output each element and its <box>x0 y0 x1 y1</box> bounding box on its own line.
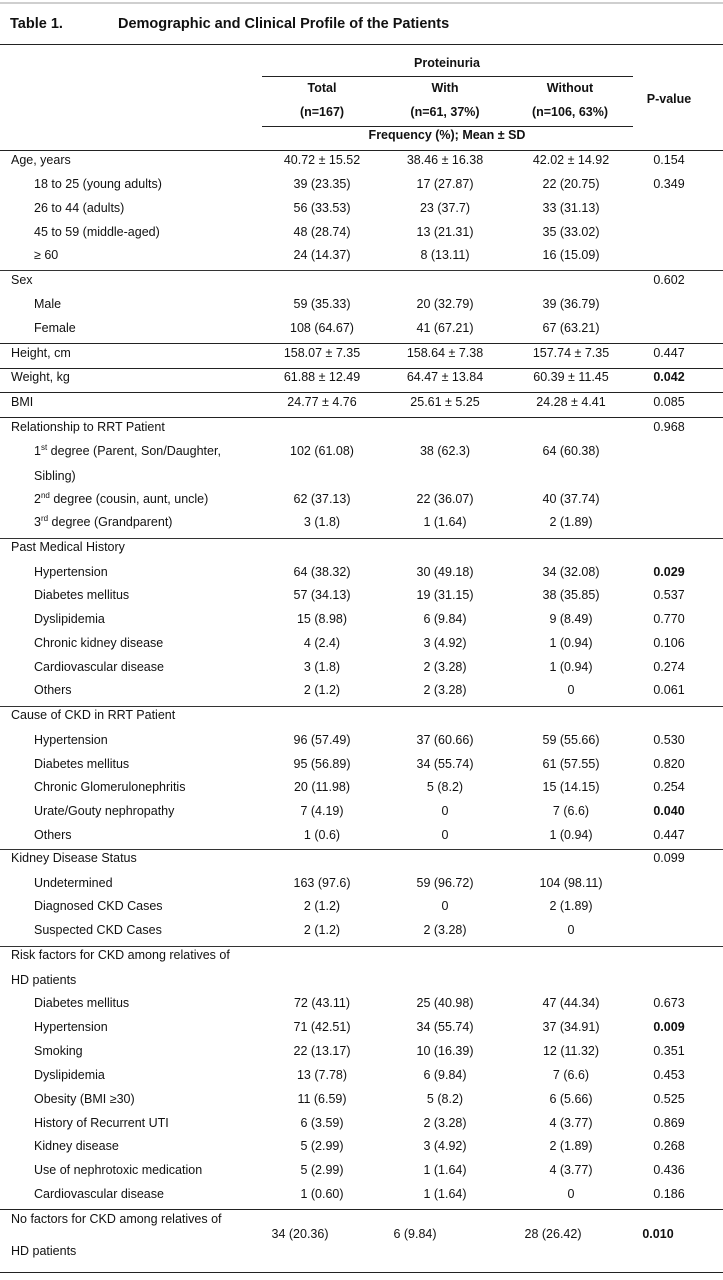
cell-without: 4 (3.77) <box>549 1163 593 1177</box>
cell-with: 25 (40.98) <box>416 996 474 1010</box>
cell-without: 37 (34.91) <box>542 1020 600 1034</box>
cell-without: 1 (0.94) <box>549 636 593 650</box>
row-label: Past Medical History <box>11 540 125 554</box>
without-n: (n=106, 63%) <box>531 105 609 119</box>
cell-pvalue: 0.085 <box>653 395 685 409</box>
cell-pvalue: 0.254 <box>653 780 685 794</box>
table-rule <box>262 126 633 127</box>
cell-pvalue: 0.673 <box>653 996 685 1010</box>
total-header: Total <box>307 81 337 95</box>
cell-with: 2 (3.28) <box>423 660 467 674</box>
cell-total: 59 (35.33) <box>293 297 351 311</box>
cell-with: 23 (37.7) <box>419 201 471 215</box>
frequency-subheader: Frequency (%); Mean ± SD <box>368 128 526 142</box>
cell-without: 24.28 ± 4.41 <box>536 395 606 409</box>
table-rule <box>0 538 723 539</box>
cell-total: 57 (34.13) <box>293 588 351 602</box>
cell-total: 61.88 ± 12.49 <box>283 370 361 384</box>
row-label: 18 to 25 (young adults) <box>34 177 162 191</box>
cell-without: 47 (44.34) <box>542 996 600 1010</box>
cell-without: 39 (36.79) <box>542 297 600 311</box>
row-label: Relationship to RRT Patient <box>11 420 165 434</box>
cell-total: 15 (8.98) <box>296 612 348 626</box>
cell-pvalue: 0.869 <box>653 1116 685 1130</box>
cell-total: 7 (4.19) <box>300 804 344 818</box>
cell-with: 13 (21.31) <box>416 225 474 239</box>
cell-without: 9 (8.49) <box>549 612 593 626</box>
cell-without: 34 (32.08) <box>542 565 600 579</box>
row-label-number: 3 <box>34 515 41 529</box>
cell-total: 108 (64.67) <box>290 321 354 335</box>
cell-pvalue: 0.525 <box>653 1092 685 1106</box>
cell-total: 13 (7.78) <box>296 1068 348 1082</box>
cell-pvalue: 0.968 <box>653 420 685 434</box>
row-label: Cardiovascular disease <box>34 1187 164 1201</box>
row-label: Urate/Gouty nephropathy <box>34 804 175 818</box>
row-label-text: degree (Grandparent) <box>48 515 173 529</box>
cell-with: 34 (55.74) <box>416 1020 474 1034</box>
row-label-text: degree (Parent, Son/Daughter, <box>47 444 221 458</box>
cell-total: 64 (38.32) <box>293 565 351 579</box>
pvalue-header: P-value <box>646 92 692 106</box>
row-label: Male <box>34 297 62 311</box>
row-label: Suspected CKD Cases <box>34 923 162 937</box>
cell-with: 1 (1.64) <box>423 1187 467 1201</box>
cell-total: 40.72 ± 15.52 <box>283 153 361 167</box>
cell-without: 104 (98.11) <box>539 876 603 890</box>
row-label: HD patients <box>11 973 77 987</box>
cell-without: 33 (31.13) <box>542 201 600 215</box>
row-label: Chronic Glomerulonephritis <box>34 780 186 794</box>
cell-without: 42.02 ± 14.92 <box>532 153 610 167</box>
row-label-ordinal: nd <box>40 491 50 500</box>
row-label: Hypertension <box>34 733 108 747</box>
cell-with: 5 (8.2) <box>426 780 464 794</box>
cell-pvalue: 0.349 <box>653 177 685 191</box>
cell-pvalue: 0.274 <box>653 660 685 674</box>
cell-without: 22 (20.75) <box>542 177 600 191</box>
row-label: Female <box>34 321 76 335</box>
cell-total: 72 (43.11) <box>293 996 351 1010</box>
table-rule <box>0 706 723 707</box>
table-rule <box>0 946 723 947</box>
cell-pvalue: 0.040 <box>653 804 685 818</box>
cell-without: 12 (11.32) <box>542 1044 600 1058</box>
row-label: Diabetes mellitus <box>34 757 130 771</box>
table-rule <box>262 76 633 77</box>
row-label: Sibling) <box>34 469 76 483</box>
cell-without: 67 (63.21) <box>542 321 600 335</box>
table-label: Table 1. <box>10 16 63 32</box>
cell-with: 2 (3.28) <box>423 1116 467 1130</box>
cell-pvalue: 0.154 <box>653 153 685 167</box>
row-label: Dyslipidemia <box>34 1068 105 1082</box>
last-row-total: 34 (20.36) <box>271 1227 329 1241</box>
row-label <box>34 492 208 506</box>
row-label: Diabetes mellitus <box>34 588 130 602</box>
last-row-label-line1: No factors for CKD among relatives of <box>11 1212 222 1226</box>
row-label: Height, cm <box>11 346 71 360</box>
cell-without: 40 (37.74) <box>542 492 600 506</box>
total-n: (n=167) <box>299 105 345 119</box>
cell-without: 6 (5.66) <box>549 1092 593 1106</box>
cell-pvalue: 0.537 <box>653 588 685 602</box>
cell-without: 4 (3.77) <box>549 1116 593 1130</box>
cell-total: 62 (37.13) <box>293 492 351 506</box>
row-label: Weight, kg <box>11 370 70 384</box>
cell-pvalue: 0.453 <box>653 1068 685 1082</box>
row-label: Cause of CKD in RRT Patient <box>11 708 176 722</box>
cell-total: 1 (0.6) <box>303 828 341 842</box>
row-label: Others <box>34 828 72 842</box>
table-rule <box>0 368 723 369</box>
cell-with: 1 (1.64) <box>423 515 467 529</box>
cell-with: 19 (31.15) <box>416 588 474 602</box>
cell-without: 157.74 ± 7.35 <box>532 346 610 360</box>
cell-total: 6 (3.59) <box>300 1116 344 1130</box>
cell-without: 7 (6.6) <box>552 1068 590 1082</box>
row-label: Cardiovascular disease <box>34 660 164 674</box>
cell-without: 15 (14.15) <box>542 780 600 794</box>
cell-without: 2 (1.89) <box>549 515 593 529</box>
table-rule <box>0 849 723 850</box>
cell-pvalue: 0.009 <box>653 1020 685 1034</box>
cell-total: 102 (61.08) <box>290 444 354 458</box>
cell-with: 17 (27.87) <box>416 177 474 191</box>
cell-total: 2 (1.2) <box>303 923 341 937</box>
cell-with: 0 <box>441 899 449 913</box>
row-label: Diabetes mellitus <box>34 996 130 1010</box>
row-label: Hypertension <box>34 1020 108 1034</box>
table-rule <box>0 1209 723 1210</box>
cell-total: 163 (97.6) <box>293 876 351 890</box>
row-label: Hypertension <box>34 565 108 579</box>
row-label: Smoking <box>34 1044 83 1058</box>
cell-without: 0 <box>567 683 575 697</box>
cell-with: 2 (3.28) <box>423 683 467 697</box>
cell-without: 16 (15.09) <box>542 248 600 262</box>
row-label: Chronic kidney disease <box>34 636 164 650</box>
cell-without: 0 <box>567 923 575 937</box>
table-rule <box>0 270 723 271</box>
cell-pvalue: 0.530 <box>653 733 685 747</box>
cell-without: 61 (57.55) <box>542 757 600 771</box>
table-rule <box>0 343 723 344</box>
cell-with: 8 (13.11) <box>420 248 470 262</box>
cell-pvalue: 0.436 <box>653 1163 685 1177</box>
cell-pvalue: 0.042 <box>653 370 685 384</box>
cell-with: 30 (49.18) <box>416 565 474 579</box>
row-label: Dyslipidemia <box>34 612 105 626</box>
with-n: (n=61, 37%) <box>410 105 480 119</box>
table-rule <box>0 392 723 393</box>
last-row-pvalue: 0.010 <box>642 1227 674 1241</box>
cell-pvalue: 0.447 <box>653 346 685 360</box>
row-label <box>34 515 172 529</box>
table-rule <box>0 417 723 418</box>
cell-total: 24.77 ± 4.76 <box>287 395 357 409</box>
row-label-text: degree (cousin, aunt, uncle) <box>49 492 209 506</box>
row-label: BMI <box>11 395 34 409</box>
cell-pvalue: 0.186 <box>653 1187 685 1201</box>
cell-pvalue: 0.820 <box>653 757 685 771</box>
cell-total: 56 (33.53) <box>293 201 351 215</box>
cell-with: 41 (67.21) <box>416 321 474 335</box>
last-row-label-line2: HD patients <box>11 1244 77 1258</box>
cell-pvalue: 0.447 <box>653 828 685 842</box>
cell-total: 3 (1.8) <box>303 660 341 674</box>
with-header: With <box>431 81 459 95</box>
row-label: 45 to 59 (middle-aged) <box>34 225 160 239</box>
cell-without: 7 (6.6) <box>552 804 590 818</box>
table-rule <box>0 1272 723 1273</box>
row-label: Use of nephrotoxic medication <box>34 1163 203 1177</box>
row-label: Kidney disease <box>34 1139 119 1153</box>
cell-total: 22 (13.17) <box>293 1044 351 1058</box>
row-label: Risk factors for CKD among relatives of <box>11 948 230 962</box>
cell-total: 3 (1.8) <box>303 515 341 529</box>
cell-with: 6 (9.84) <box>423 612 467 626</box>
row-label: ≥ 60 <box>34 248 59 262</box>
cell-with: 158.64 ± 7.38 <box>406 346 484 360</box>
row-label: Diagnosed CKD Cases <box>34 899 163 913</box>
cell-total: 4 (2.4) <box>303 636 341 650</box>
cell-with: 20 (32.79) <box>416 297 474 311</box>
cell-total: 95 (56.89) <box>293 757 351 771</box>
cell-pvalue: 0.351 <box>653 1044 685 1058</box>
row-label: Others <box>34 683 72 697</box>
cell-pvalue: 0.061 <box>653 683 685 697</box>
row-label: 26 to 44 (adults) <box>34 201 125 215</box>
row-label: Obesity (BMI ≥30) <box>34 1092 135 1106</box>
cell-pvalue: 0.099 <box>653 851 685 865</box>
cell-without: 2 (1.89) <box>549 1139 593 1153</box>
cell-total: 11 (6.59) <box>297 1092 347 1106</box>
cell-total: 5 (2.99) <box>300 1139 344 1153</box>
cell-without: 1 (0.94) <box>549 828 593 842</box>
table-title: Demographic and Clinical Profile of the Patients <box>118 16 450 32</box>
cell-without: 38 (35.85) <box>542 588 600 602</box>
cell-pvalue: 0.268 <box>653 1139 685 1153</box>
without-header: Without <box>546 81 594 95</box>
cell-without: 0 <box>567 1187 575 1201</box>
cell-total: 39 (23.35) <box>293 177 351 191</box>
proteinuria-header: Proteinuria <box>414 56 480 70</box>
cell-pvalue: 0.029 <box>653 565 685 579</box>
row-label-ordinal: rd <box>40 514 49 523</box>
table-rule <box>0 150 723 151</box>
cell-without: 1 (0.94) <box>549 660 593 674</box>
cell-with: 10 (16.39) <box>416 1044 474 1058</box>
cell-pvalue: 0.770 <box>653 612 685 626</box>
row-label-ordinal: st <box>40 443 48 452</box>
cell-without: 2 (1.89) <box>549 899 593 913</box>
cell-total: 71 (42.51) <box>293 1020 351 1034</box>
cell-with: 22 (36.07) <box>416 492 474 506</box>
cell-pvalue: 0.106 <box>653 636 685 650</box>
cell-total: 158.07 ± 7.35 <box>283 346 361 360</box>
cell-pvalue: 0.602 <box>653 273 685 287</box>
cell-with: 38 (62.3) <box>419 444 471 458</box>
row-label: Sex <box>11 273 33 287</box>
cell-total: 48 (28.74) <box>293 225 351 239</box>
cell-with: 64.47 ± 13.84 <box>406 370 484 384</box>
cell-total: 2 (1.2) <box>303 683 341 697</box>
cell-with: 2 (3.28) <box>423 923 467 937</box>
row-label-number: 2 <box>34 492 41 506</box>
cell-with: 0 <box>441 828 449 842</box>
cell-with: 38.46 ± 16.38 <box>406 153 484 167</box>
row-label: History of Recurrent UTI <box>34 1116 169 1130</box>
cell-total: 24 (14.37) <box>293 248 351 262</box>
cell-with: 3 (4.92) <box>423 1139 467 1153</box>
cell-with: 3 (4.92) <box>423 636 467 650</box>
cell-without: 59 (55.66) <box>542 733 600 747</box>
cell-with: 34 (55.74) <box>416 757 474 771</box>
table-rule <box>0 44 723 45</box>
cell-total: 20 (11.98) <box>293 780 351 794</box>
cell-with: 59 (96.72) <box>416 876 474 890</box>
table-rule <box>0 2 723 4</box>
cell-with: 25.61 ± 5.25 <box>410 395 480 409</box>
cell-with: 0 <box>441 804 449 818</box>
last-row-without: 28 (26.42) <box>524 1227 582 1241</box>
row-label: Age, years <box>11 153 71 167</box>
cell-with: 5 (8.2) <box>426 1092 464 1106</box>
cell-with: 1 (1.64) <box>423 1163 467 1177</box>
row-label <box>34 444 221 458</box>
row-label-number: 1 <box>34 444 41 458</box>
cell-without: 64 (60.38) <box>542 444 600 458</box>
row-label: Undetermined <box>34 876 113 890</box>
row-label: Kidney Disease Status <box>11 851 137 865</box>
cell-total: 5 (2.99) <box>300 1163 344 1177</box>
cell-with: 6 (9.84) <box>423 1068 467 1082</box>
cell-without: 35 (33.02) <box>542 225 600 239</box>
cell-without: 60.39 ± 11.45 <box>533 370 609 384</box>
cell-total: 2 (1.2) <box>303 899 341 913</box>
last-row-with: 6 (9.84) <box>393 1227 437 1241</box>
cell-total: 96 (57.49) <box>293 733 351 747</box>
cell-with: 37 (60.66) <box>416 733 474 747</box>
cell-total: 1 (0.60) <box>300 1187 344 1201</box>
